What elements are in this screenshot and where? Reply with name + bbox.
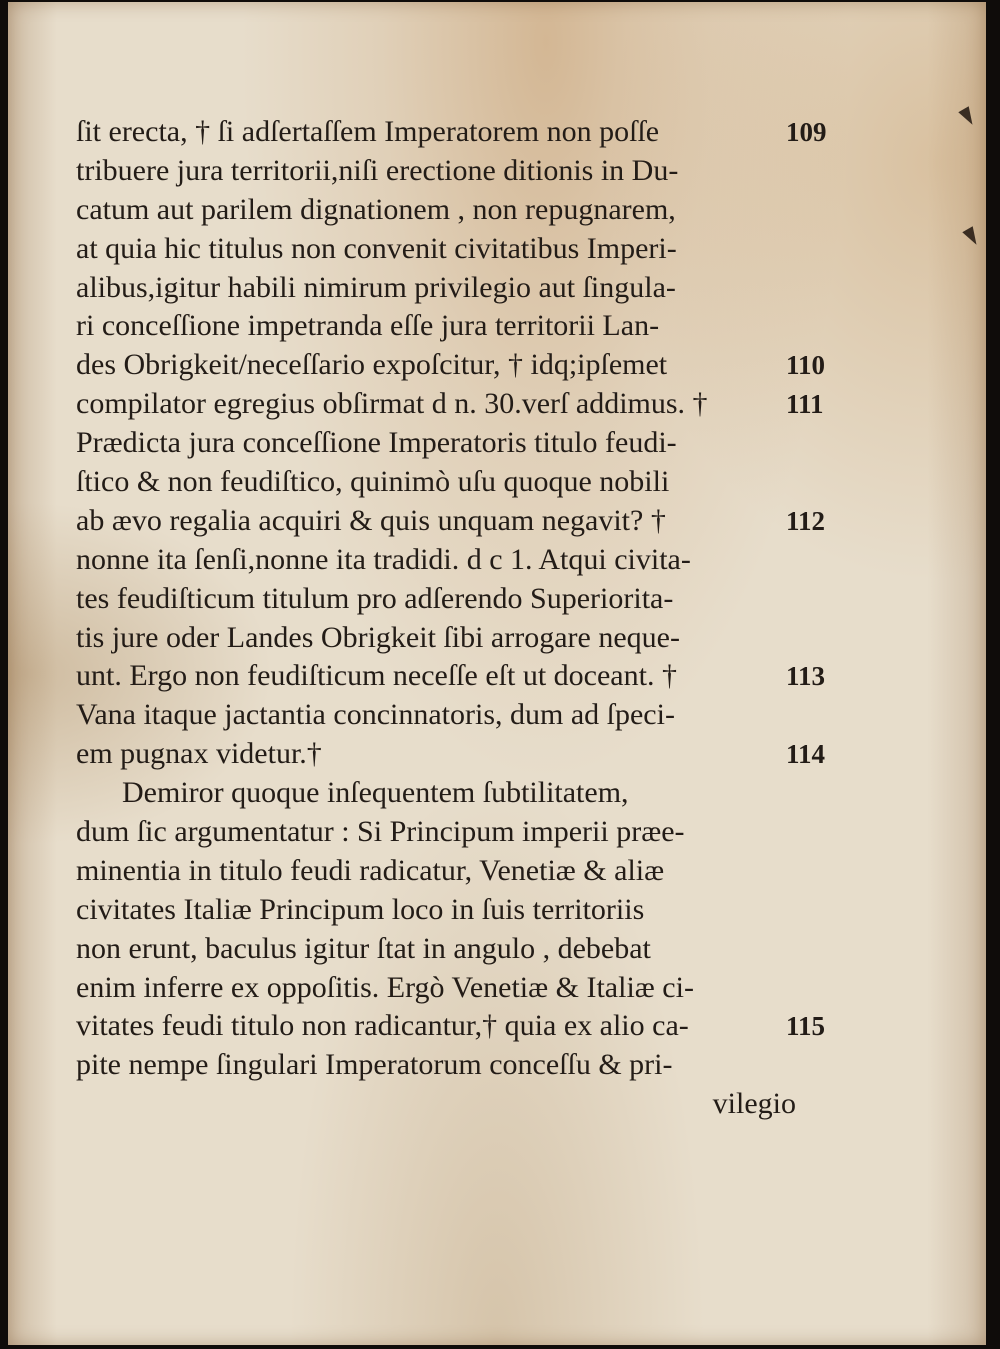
margin-number: 114 <box>786 739 826 770</box>
margin-number: 109 <box>786 117 827 147</box>
text-line: ri conceſſione impetranda eſſe jura territorii Lan- <box>76 309 660 343</box>
margin-number <box>786 852 866 891</box>
page-text <box>76 113 796 1124</box>
margin-number <box>786 307 866 346</box>
margin-number <box>786 891 866 930</box>
margin-number: 115 <box>786 1011 826 1042</box>
text-line: non erunt, baculus igitur ſtat in angulo , debebat <box>76 931 651 965</box>
text-line: civitates Italiæ Principum loco in ſuis territoriis <box>76 892 645 926</box>
catchword: vilegio <box>712 1087 796 1121</box>
text-line: dum ſic argumentatur : Si Principum imperii præe- <box>76 815 685 849</box>
margin-number <box>786 969 866 1008</box>
margin-number <box>786 930 866 969</box>
margin-number: 110 <box>786 350 826 381</box>
text-line: pite nempe ſingulari Imperatorum conceſſu & pri- <box>76 1048 673 1082</box>
margin-number <box>786 696 866 735</box>
margin-number <box>786 813 866 852</box>
text-line: catum aut parilem dignationem , non repugnarem, <box>76 192 676 226</box>
margin-number <box>786 774 866 813</box>
text-line: Vana itaque jactantia concinnatoris, dum ad ſpeci- <box>76 698 675 732</box>
margin-number <box>786 541 866 580</box>
margin-number: 111 <box>786 389 824 420</box>
margin-number <box>786 191 866 230</box>
text-line: tribuere jura territorii,niſi erectione ditionis in Du- <box>76 153 679 187</box>
text-line: unt. Ergo non feudiſticum neceſſe eſt ut doceant. † <box>76 659 677 693</box>
margin-number <box>786 580 866 619</box>
text-line: tes feudiſticum titulum pro adſerendo Superiorita- <box>76 581 674 615</box>
text-line: des Obrigkeit/neceſſario expoſcitur, † idq;ipſemet <box>76 348 668 382</box>
margin-number <box>786 152 866 191</box>
text-line: alibus,igitur habili nimirum privilegio aut ſingula- <box>76 270 676 304</box>
margin-number <box>786 269 866 308</box>
margin-number <box>786 463 866 502</box>
text-line: ſit erecta, † ſi adſertaſſem Imperatorem non poſſe <box>76 115 660 148</box>
text-line: ſtico & non feudiſtico, quinimò uſu quoque nobili <box>76 465 670 499</box>
margin-number: 113 <box>786 661 826 692</box>
margin-number <box>786 1046 866 1085</box>
text-line: ab ævo regalia acquiri & quis unquam negavit? † <box>76 503 666 537</box>
margin-numbers <box>786 113 866 1085</box>
text-line: at quia hic titulus non convenit civitatibus Imperi- <box>76 231 677 265</box>
text-line: em pugnax videtur.† <box>76 737 322 771</box>
text-line: minentia in titulo feudi radicatur, Venetiæ & aliæ <box>76 853 665 887</box>
text-line: enim inferre ex oppoſitis. Ergò Venetiæ & Italiæ ci- <box>76 970 694 1004</box>
text-line: Prædicta jura conceſſione Imperatoris titulo feudi- <box>76 426 677 460</box>
margin-number <box>786 424 866 463</box>
paragraph-start-line: Demiror quoque inſequentem ſubtilitatem, <box>122 776 629 810</box>
text-line: tis jure oder Landes Obrigkeit ſibi arrogare neque- <box>76 620 680 654</box>
text-line: nonne ita ſenſi,nonne ita tradidi. d c 1. Atqui civita- <box>76 542 691 576</box>
text-line: compilator egregius obſirmat d n. 30.verſ addimus. † <box>76 387 708 421</box>
margin-number <box>786 230 866 269</box>
margin-number <box>786 619 866 658</box>
text-line: vitates feudi titulo non radicantur,† quia ex alio ca- <box>76 1009 689 1043</box>
margin-number: 112 <box>786 505 826 536</box>
